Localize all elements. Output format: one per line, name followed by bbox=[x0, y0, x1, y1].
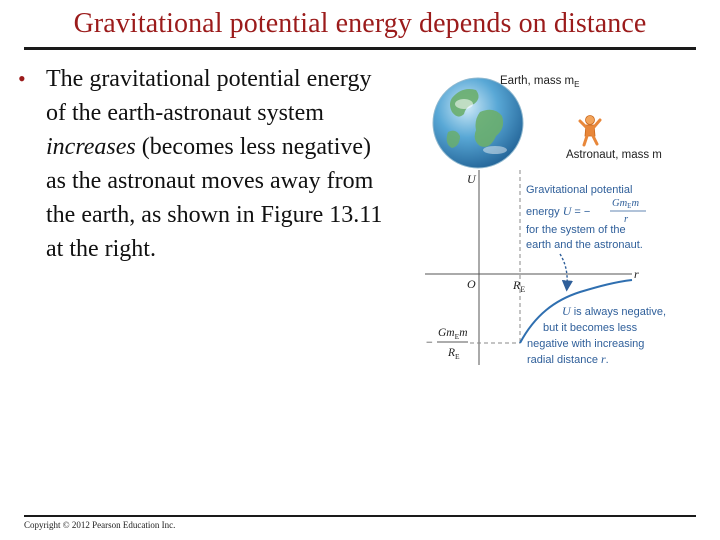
callout1-line4: earth and the astronaut. bbox=[526, 239, 643, 251]
callout1-line2 bbox=[526, 204, 590, 218]
callout1-line1: Gravitational potential bbox=[526, 184, 633, 196]
callout2-line4a: radial distance bbox=[527, 354, 601, 366]
bullet-text-before: The gravitational potential energy of the earth-astronaut system bbox=[46, 66, 372, 126]
re-label-sub: E bbox=[520, 285, 526, 294]
neg-tick-top: Gm bbox=[438, 327, 455, 339]
callout1-arrow bbox=[560, 254, 567, 286]
bullet-text-after: (becomes less negative) as the astronaut moves away from the earth, as shown in Figure 13.11 at the right. bbox=[46, 134, 383, 262]
bullet-marker: • bbox=[18, 66, 26, 91]
callout2-line3: negative with increasing bbox=[527, 338, 645, 350]
callout-potential-energy bbox=[526, 184, 646, 251]
neg-tick-bottom: R bbox=[448, 347, 456, 359]
callout1-frac-top: Gm bbox=[612, 198, 628, 209]
neg-tick-top-tail: m bbox=[459, 327, 468, 339]
svg-text:GmEm bbox=[612, 198, 639, 210]
callout1-frac-top-tail: m bbox=[631, 198, 640, 209]
re-label-text: R bbox=[513, 278, 521, 292]
callout2-r: r bbox=[601, 352, 606, 366]
r-axis-label: r bbox=[634, 267, 639, 281]
slide-title: Gravitational potential energy depends on distance bbox=[73, 8, 647, 39]
svg-text:RE bbox=[447, 347, 460, 361]
astronaut-icon bbox=[580, 116, 600, 146]
callout1-line3: for the system of the bbox=[526, 224, 626, 236]
copyright-notice: Copyright © 2012 Pearson Education Inc. bbox=[24, 520, 176, 530]
callout2-line4 bbox=[527, 352, 609, 366]
callout-always-negative bbox=[527, 304, 666, 366]
earth-label-text: Earth, mass m bbox=[500, 75, 575, 87]
u-axis-label: U bbox=[467, 172, 476, 186]
callout2-u: U bbox=[562, 304, 571, 318]
astronaut-label: Astronaut, mass m bbox=[566, 149, 662, 161]
earth-icon bbox=[433, 78, 523, 168]
svg-text:GmEm bbox=[438, 327, 468, 341]
bullet-text-emphasis: increases bbox=[46, 134, 136, 160]
earth-label bbox=[500, 75, 579, 89]
callout2-line2: but it becomes less bbox=[543, 322, 638, 334]
callout2-line4c: . bbox=[605, 354, 609, 366]
callout1-line2c: = − bbox=[571, 206, 591, 218]
neg-tick-bottom-sub: E bbox=[455, 352, 460, 361]
callout2-line1 bbox=[562, 304, 666, 318]
min-energy-label bbox=[426, 327, 468, 361]
callout1-line2a: energy bbox=[526, 206, 563, 218]
neg-tick-minus: − bbox=[426, 335, 433, 349]
origin-label: O bbox=[467, 277, 476, 291]
callout1-frac-top-sub: E bbox=[627, 202, 632, 210]
callout1-u: U bbox=[562, 204, 572, 218]
earth-label-sub: E bbox=[574, 80, 580, 89]
re-label bbox=[512, 278, 525, 294]
neg-tick-top-sub: E bbox=[454, 332, 460, 341]
callout1-frac-bottom: r bbox=[624, 214, 629, 225]
callout2-line1b: is always negative, bbox=[570, 306, 667, 318]
footer-divider bbox=[24, 515, 696, 517]
